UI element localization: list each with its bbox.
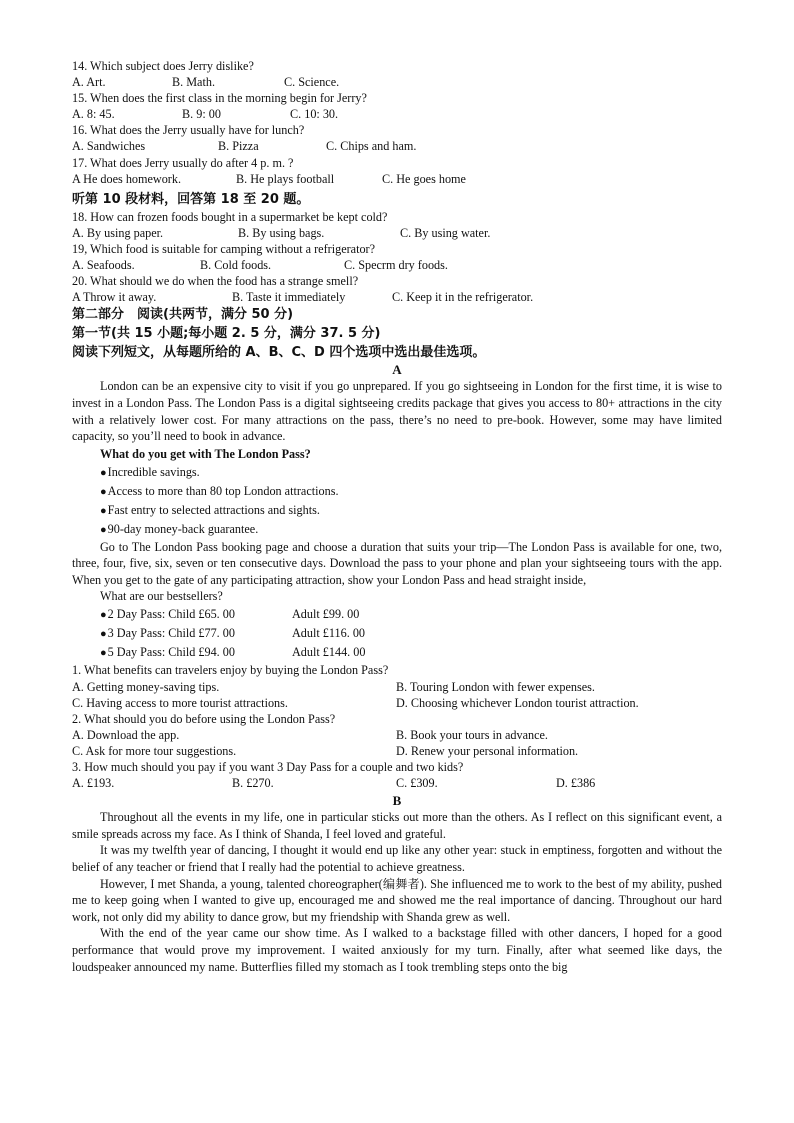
option-c[interactable]: C. Ask for more tour suggestions. [72,743,237,758]
option-a[interactable]: A. Seafoods. [72,258,135,273]
adult-price: Adult £99. 00 [292,607,360,622]
passage-b-paragraph: It was my twelfth year of dancing, I thought it would end up like any other year: stuck in emptiness, forgotten and without the belief of any teacher or friend that I really had the potential to achieve greatness. [72,843,722,874]
child-price: ● 5 Day Pass: Child £94. 00 [100,643,292,662]
question-14-options [72,74,722,90]
question-1-options [72,679,722,695]
question-15-stem: 15. When does the first class in the morning begin for Jerry? [72,91,367,106]
option-b[interactable]: B. By using bags. [238,225,325,240]
passage-b-paragraph: Throughout all the events in my life, one in particular sticks out more than the others. As I reflect on this significant event, a smile spreads across my face. As I think of Shanda, I feel loved and grateful. [72,810,722,841]
question-15-options [72,106,722,122]
option-a[interactable]: A Throw it away. [72,290,157,305]
option-c[interactable]: C. £309. [396,776,438,791]
adult-price: Adult £144. 00 [292,645,366,660]
option-b[interactable]: B. 9: 00 [182,107,221,122]
bestseller-row [72,643,722,662]
option-c[interactable]: C. Specrm dry foods. [344,258,448,273]
question-1-options [72,695,722,711]
option-a[interactable]: A. Sandwiches [72,139,146,154]
benefits-heading: What do you get with The London Pass? [100,446,311,461]
benefit-item: ● Fast entry to selected attractions and sights. [72,501,722,520]
adult-price: Adult £116. 00 [292,626,366,641]
option-c[interactable]: C. 10: 30. [290,107,339,122]
reading-instruction: 阅读下列短文，从每题所给的 A、B、C、D 四个选项中选出最佳选项。 [72,345,486,361]
passage-b-paragraph: With the end of the year came our show time. As I walked to a backstage filled with other dancers, I hoped for a good performance that would prove my improvement. I waited anxiously for my turn. Finally, after what seemed like days, the loudspeaker announced my name. Butterflies filled my stomach as I took trembling steps onto the big [72,926,722,974]
question-19-options [72,257,722,273]
option-c[interactable]: C. Keep it in the refrigerator. [392,290,534,305]
option-b[interactable]: B. Book your tours in advance. [396,727,548,742]
passage-a-booking: Go to The London Pass booking page and choose a duration that suits your trip—The London Pass is available for one, two, three, four, five, six, seven or ten consecutive days. Download the pass to your phone and plan your sightseeing tours with the app. When you get to the gate of any participating attraction, show your London Pass and head straight inside, [72,539,722,587]
question-16-stem: 16. What does the Jerry usually have for lunch? [72,123,305,138]
passage-a-label: A [392,362,402,378]
child-price: ● 3 Day Pass: Child £77. 00 [100,624,292,643]
option-d[interactable]: D. Renew your personal information. [396,743,579,758]
part-2-heading: 第二部分 阅读(共两节，满分 50 分) [72,307,294,323]
question-17-stem: 17. What does Jerry usually do after 4 p. m. ? [72,155,294,170]
option-c[interactable]: C. Science. [284,75,340,90]
option-d[interactable]: D. Choosing whichever London tourist attraction. [396,695,639,710]
question-2-stem: 2. What should you do before using the London Pass? [72,711,336,726]
question-3-options [72,775,722,791]
option-a[interactable]: A. Download the app. [72,727,180,742]
option-b[interactable]: B. Pizza [218,139,259,154]
option-a[interactable]: A. Art. [72,75,106,90]
option-b[interactable]: B. Taste it immediately [232,290,346,305]
question-18-stem: 18. How can frozen foods bought in a supermarket be kept cold? [72,209,388,224]
benefit-item: ● Incredible savings. [72,463,722,482]
option-b[interactable]: B. £270. [232,776,274,791]
section-1-heading: 第一节(共 15 小题;每小题 2. 5 分，满分 37. 5 分) [72,326,381,342]
benefit-item: ● Access to more than 80 top London attractions. [72,482,722,501]
section-10-heading: 听第 10 段材料，回答第 18 至 20 题。 [72,191,310,207]
question-2-options [72,727,722,743]
option-b[interactable]: B. Cold foods. [200,258,272,273]
option-d[interactable]: D. £386 [556,776,596,791]
question-20-stem: 20. What should we do when the food has a strange smell? [72,274,359,289]
question-3-stem: 3. How much should you pay if you want 3 Day Pass for a couple and two kids? [72,760,464,775]
bestseller-row [72,605,722,624]
question-20-options [72,289,722,305]
bestseller-row [72,624,722,643]
passage-b-paragraph: However, I met Shanda, a young, talented choreographer(编舞者). She influenced me to work to the best of my ability, pushed me to keep going when I wanted to give up, encouraged me and showed me the real importance of dancing. Throughout our hard work, not only did my ability to dance grow, but my friendship with Shanda grew as well. [72,876,722,924]
option-c[interactable]: C. By using water. [400,225,491,240]
option-a[interactable]: A. By using paper. [72,225,164,240]
option-b[interactable]: B. Touring London with fewer expenses. [396,679,595,694]
question-16-options [72,138,722,154]
option-c[interactable]: C. Having access to more tourist attractions. [72,695,288,710]
question-17-options [72,171,722,187]
question-1-stem: 1. What benefits can travelers enjoy by buying the London Pass? [72,663,389,678]
option-c[interactable]: C. Chips and ham. [326,139,417,154]
child-price: ● 2 Day Pass: Child £65. 00 [100,605,292,624]
exam-page [72,58,722,975]
option-a[interactable]: A. £193. [72,776,115,791]
question-19-stem: 19, Which food is suitable for camping without a refrigerator? [72,241,376,256]
passage-a-intro: London can be an expensive city to visit if you go unprepared. If you go sightseeing in London for the first time, it is wise to invest in a London Pass. The London Pass is a digital sightseeing credits package that gives you access to 80+ attractions in the city with a relatively lower cost. For many attractions on the pass, there’s no need to pre-book. However, some may have limited capacity, so you’ll need to book in advance. [72,379,722,444]
option-a[interactable]: A He does homework. [72,171,181,186]
option-b[interactable]: B. Math. [172,75,215,90]
question-18-options [72,225,722,241]
option-a[interactable]: A. 8: 45. [72,107,115,122]
option-c[interactable]: C. He goes home [382,171,466,186]
passage-b-label: B [392,793,402,809]
question-14-stem: 14. Which subject does Jerry dislike? [72,59,254,73]
question-2-options [72,743,722,759]
option-b[interactable]: B. He plays football [236,171,335,186]
benefit-item: ● 90-day money-back guarantee. [72,520,722,539]
option-a[interactable]: A. Getting money-saving tips. [72,679,220,694]
bestsellers-heading: What are our bestsellers? [100,589,223,604]
